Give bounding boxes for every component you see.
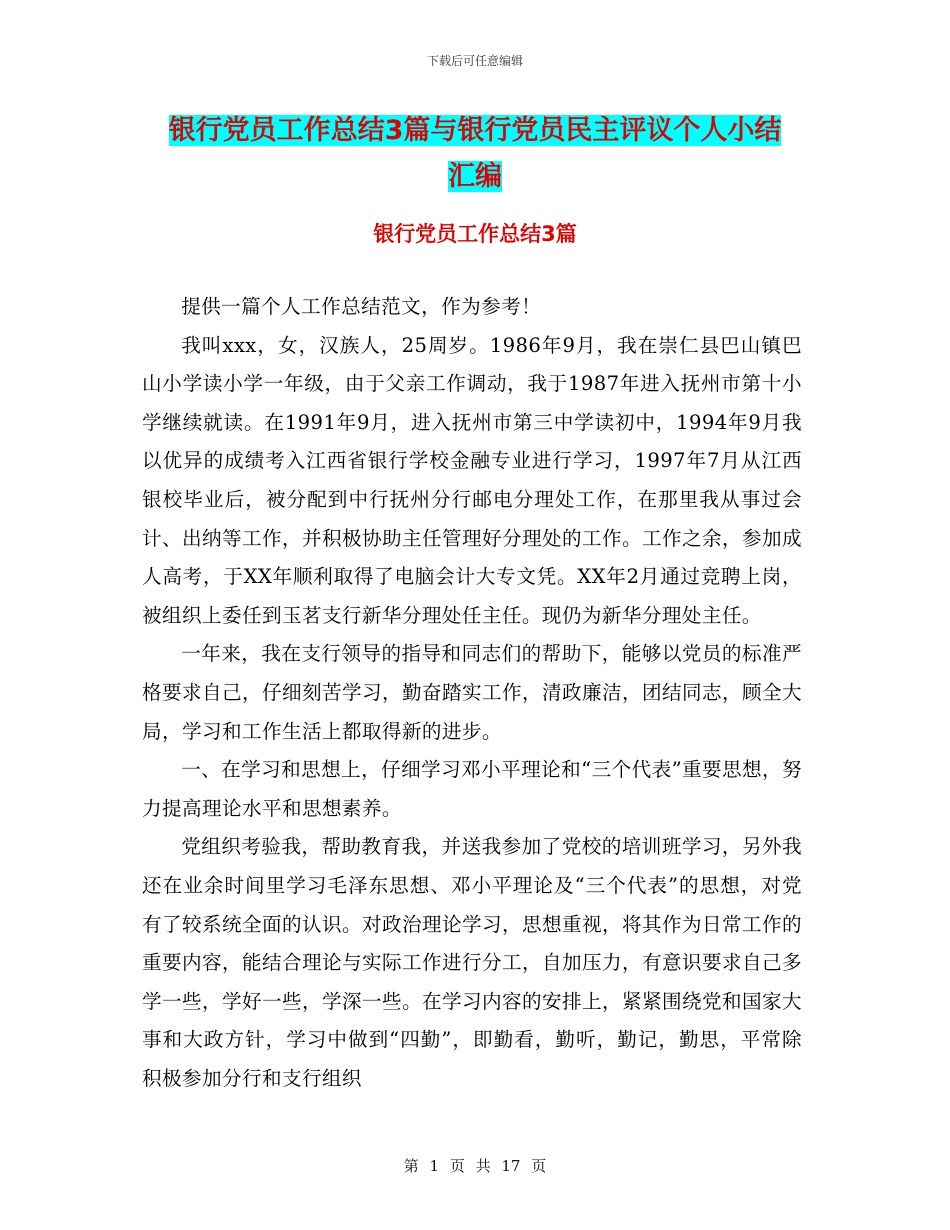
paragraph: 一、在学习和思想上，仔细学习邓小平理论和“三个代表”重要思想，努力提高理论水平和思想素养。 [142, 758, 802, 820]
page-number-footer: 第 1 页 共 17 页 [403, 1157, 547, 1175]
document-body [142, 288, 802, 1098]
document-title [140, 108, 810, 200]
paragraph: 一年来，我在支行领导的指导和同志们的帮助下，能够以党员的标准严格要求自己，仔细刻苦学习，勤奋踏实工作，清政廉洁，团结同志，顾全大局，学习和工作生活上都取得新的进步。 [142, 642, 802, 743]
paragraph: 我叫xxx，女，汉族人，25周岁。1986年9月，我在崇仁县巴山镇巴山小学读小学一年级，由于父亲工作调动，我于1987年进入抚州市第十小学继续就读。在1991年9月，进入抚州市第三中学读初中，1994年9月我以优异的成绩考入江西省银行学校金融专业进行学习，1997年7月从江西银校毕业后，被分配到中行抚州分行邮电分理处工作，在那里我从事过会计、出纳等工作，并积极协助主任管理好分理处的工作。工作之余，参加成人高考，于XX年顺利取得了电脑会计大专文凭。XX年2月通过竞聘上岗，被组织上委任到玉茗支行新华分理处任主任。现仍为新华分理处主任。 [142, 333, 802, 627]
section-title: 银行党员工作总结3篇 [373, 222, 577, 246]
header-note: 下载后可任意编辑 [426, 54, 523, 68]
document-title-line-2: 汇编 [448, 161, 502, 192]
paragraph: 提供一篇个人工作总结范文，作为参考！ [181, 295, 542, 318]
paragraph: 党组织考验我，帮助教育我，并送我参加了党校的培训班学习，另外我还在业余时间里学习毛泽东思想、邓小平理论及“三个代表”的思想，对党有了较系统全面的认识。对政治理论学习，思想重视，将其作为日常工作的重要内容，能结合理论与实际工作进行分工，自加压力，有意识要求自己多学一些，学好一些，学深一些。在学习内容的安排上，紧紧围绕党和国家大事和大政方针，学习中做到“四勤”，即勤看，勤听，勤记，勤思，平常除积极参加分行和支行组织 [142, 835, 802, 1090]
document-title-line-1: 银行党员工作总结3篇与银行党员民主评议个人小结 [168, 115, 782, 146]
